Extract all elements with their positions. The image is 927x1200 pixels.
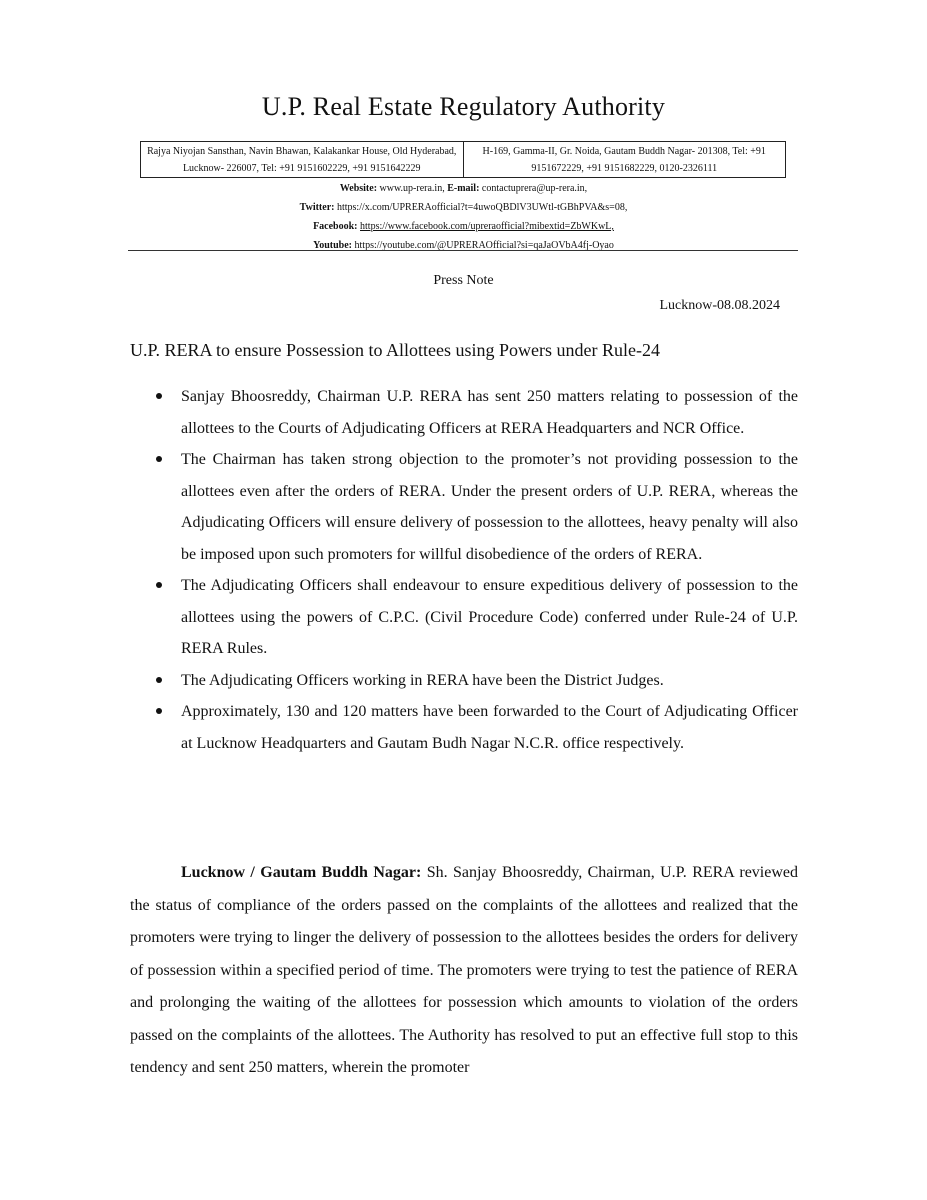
bullet-text: The Chairman has taken strong objection to the promoter’s not providing possession to the allottees even after the orders of RERA. Under the present orders of U.P. RERA, whereas the Adjudicating Officers will ensure delivery of possession to the allottees, heavy penalty will also be imposed upon such promoters for willful disobedience of the orders of RERA. [181, 451, 798, 563]
bullet-dot-icon [156, 393, 162, 399]
bullet-item [130, 665, 798, 697]
bullet-list [130, 381, 798, 759]
facebook-link[interactable]: https://www.facebook.com/upreraofficial?mibextid=ZbWKwL, [360, 221, 614, 232]
address-noida: H-169, Gamma-II, Gr. Noida, Gautam Buddh Nagar- 201308, Tel: +91 9151672229, +91 9151682229, 0120-2326111 [482, 146, 766, 174]
bullet-item [130, 381, 798, 444]
website-email-line [0, 179, 927, 198]
website-link[interactable]: www.up-rera.in, [379, 183, 445, 194]
bullet-dot-icon [156, 708, 162, 714]
twitter-link[interactable]: https://x.com/UPRERAofficial?t=4uwoQBDlV3UWtl-tGBhPVA&s=08, [336, 202, 628, 213]
bullet-item [130, 696, 798, 759]
press-heading: U.P. RERA to ensure Possession to Allottees using Powers under Rule-24 [130, 340, 660, 360]
header-divider [128, 250, 798, 251]
bullet-dot-icon [156, 582, 162, 588]
twitter-label: Twitter: [299, 202, 335, 213]
body-text: Sh. Sanjay Bhoosreddy, Chairman, U.P. RERA reviewed the status of compliance of the orders passed on the complaints of the allottees and realized that the promoters were trying to linger the delivery of possession to the allottees besides the orders for delivery of possession within a specified period of time. The promoters were trying to test the patience of RERA and prolonging the waiting of the allottees for possession which amounts to violation of the orders passed on the complaints of the allottees. The Authority has resolved to put an effective full stop to this tendency and sent 250 matters, wherein the promoter [130, 864, 799, 1076]
website-label: Website: [339, 183, 378, 194]
youtube-label: Youtube: [313, 240, 353, 251]
email-link[interactable]: contactuprera@up-rera.in, [481, 183, 588, 194]
address-lucknow: Rajya Niyojan Sansthan, Navin Bhawan, Kalakankar House, Old Hyderabad, Lucknow- 226007, Tel: +91 9151602229, +91 9151642229 [141, 142, 464, 177]
date-line: Lucknow-08.08.2024 [659, 298, 780, 313]
bullet-item [130, 444, 798, 570]
bullet-text: The Adjudicating Officers working in RERA have been the District Judges. [181, 671, 664, 689]
bullet-dot-icon [156, 456, 162, 462]
body-lead: Lucknow / Gautam Buddh Nagar: [181, 864, 422, 881]
document-title: U.P. Real Estate Regulatory Authority [261, 92, 666, 121]
bullet-text: Sanjay Bhoosreddy, Chairman U.P. RERA has sent 250 matters relating to possession of the allottees to the Courts of Adjudicating Officers at RERA Headquarters and NCR Office. [181, 388, 798, 437]
email-label: E-mail: [447, 183, 480, 194]
bullet-text: The Adjudicating Officers shall endeavour to ensure expeditious delivery of possession to the allottees using the powers of C.P.C. (Civil Procedure Code) conferred under Rule-24 of U.P. RERA Rules. [181, 577, 798, 657]
youtube-link[interactable]: https://youtube.com/@UPRERAOfficial?si=qaJaOVbA4fj-Oyao [354, 240, 614, 251]
bullet-text: Approximately, 130 and 120 matters have been forwarded to the Court of Adjudicating Officer at Lucknow Headquarters and Gautam Budh Nagar N.C.R. office respectively. [181, 703, 798, 752]
bullet-item [130, 570, 798, 665]
facebook-label: Facebook: [313, 221, 358, 232]
contact-block [0, 179, 927, 255]
body-paragraph [130, 857, 798, 1085]
youtube-line [0, 236, 927, 255]
press-note-label: Press Note [433, 273, 494, 288]
bullet-dot-icon [156, 677, 162, 683]
facebook-line [0, 217, 927, 236]
address-table [140, 141, 786, 178]
twitter-line [0, 198, 927, 217]
